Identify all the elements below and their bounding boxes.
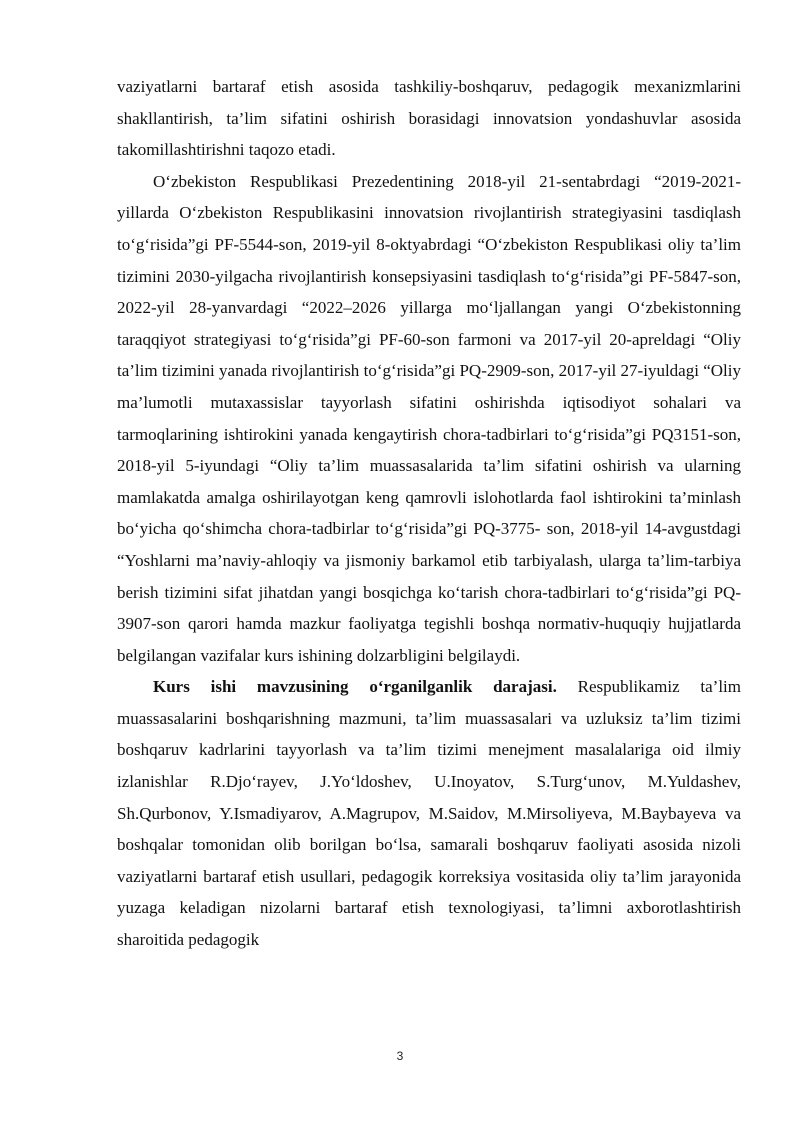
paragraph-body: Respublikamiz ta’lim muassasalarini boshqarishning mazmuni, ta’lim muassasalari va uzluksiz ta’lim tizimi boshqaruv kadrlarini tayyorlash va ta’lim tizimi menejment masalalariga oid ilmiy izlanishlar R.Djo‘rayev, J.Yo‘ldoshev, U.Inoyatov, S.Turg‘unov, M.Yuldashev, Sh.Qurbonov, Y.Ismadiyarov, A.Magrupov, M.Saidov, M.Mirsoliyeva, M.Baybayeva va boshqalar tomonidan olib borilgan bo‘lsa, samarali boshqaruv faoliyati asosida nizoli vaziyatlarni bartaraf etish usullari, pedagogik korreksiya vositasida oliy ta’lim jarayonida yuzaga keladigan nizolarni bartaraf etish texnologiyasi, ta’limni axborotlashtirish sharoitida pedagogik bbox=[117, 677, 741, 950]
paragraph-heading: Kurs ishi mavzusining o‘rganilganlik darajasi. bbox=[153, 677, 557, 697]
paragraph-legal-basis: O‘zbekiston Respublikasi Prezedentining 2018-yil 21-sentabrdagi “2019-2021-yillarda O‘zbekiston Respublikasini innovatsion rivojlantirish strategiyasini tasdiqlash to‘g‘risida”gi PF-5544-son, 2019-yil 8-oktyabrdagi “O‘zbekiston Respublikasi oliy ta’lim tizimini 2030-yilgacha rivojlantirish konsepsiyasini tasdiqlash to‘g‘risida”gi PF-5847-son, 2022-yil 28-yanvardagi “2022–2026 yillarga mo‘ljallangan yangi O‘zbekistonning taraqqiyot strategiyasi to‘g‘risida”gi PF-60-son farmoni va 2017-yil 20-apreldagi “Oliy ta’lim tizimini yanada rivojlantirish to‘g‘risida”gi PQ-2909-son, 2017-yil 27-iyuldagi “Oliy ma’lumotli mutaxassislar tayyorlash sifatini oshirishda iqtisodiyot sohalari va tarmoqlarining ishtirokini yanada kengaytirish chora-tadbirlari to‘g‘risida”gi PQ3151-son, 2018-yil 5-iyundagi “Oliy ta’lim muassasalarida ta’lim sifatini oshirish va ularning mamlakatda amalga oshirilayotgan keng qamrovli islohotlarda faol ishtirokini ta’minlash bo‘yicha qo‘shimcha chora-tadbirlar to‘g‘risida”gi PQ-3775- son, 2018-yil 14-avgustdagi “Yoshlarni ma’naviy-ahloqiy va jismoniy barkamol etib tarbiyalash, ularga ta’lim-tarbiya berish tizimini sifat jihatdan yangi bosqichga ko‘tarish chora-tadbirlari to‘g‘risida”gi PQ-3907-son qarori hamda mazkur faoliyatga tegishli boshqa normativ-huquqiy hujjatlarda belgilangan vazifalar kurs ishining dolzarbligini belgilaydi. bbox=[117, 171, 741, 665]
document-body bbox=[117, 71, 741, 956]
paragraph-research-level bbox=[117, 671, 741, 955]
page-number: 3 bbox=[396, 1049, 404, 1063]
paragraph-continuation: vaziyatlarni bartaraf etish asosida tashkiliy-boshqaruv, pedagogik mexanizmlarini shakllantirish, ta’lim sifatini oshirish borasidagi innovatsion yondashuvlar asosida takomillashtirishni taqozo etadi. bbox=[117, 77, 741, 160]
